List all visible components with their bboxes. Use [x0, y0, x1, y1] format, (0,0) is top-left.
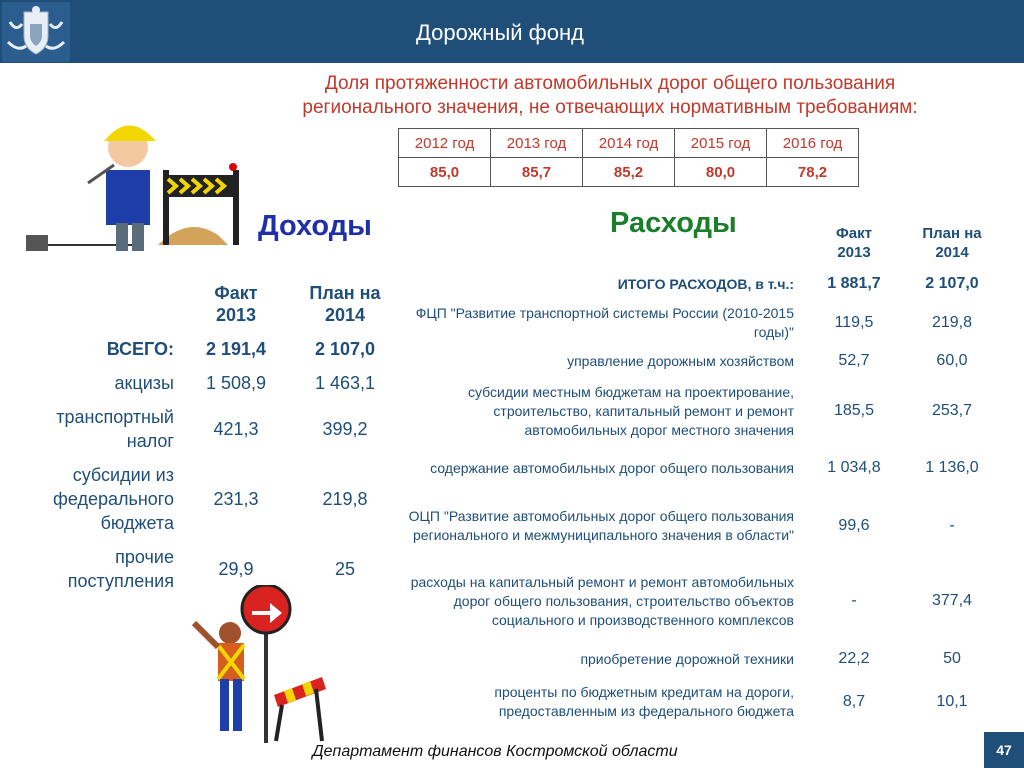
income-plan-header: [290, 282, 400, 326]
expense-row-plan: 1 136,0: [925, 459, 979, 476]
income-row-label: ВСЕГО:: [106, 339, 174, 359]
expense-row-plan: -: [949, 517, 955, 534]
income-fact-header-line: 2013: [215, 305, 257, 325]
year-cell: 2014 год: [583, 129, 675, 158]
expense-row-fact: 119,5: [834, 314, 874, 331]
expense-row-fact: 8,7: [842, 693, 866, 710]
expense-row-plan: 377,4: [931, 592, 973, 609]
income-row-plan: 219,8: [322, 488, 368, 509]
expense-row-label: ОЦП "Развитие автомобильных дорог общего пользования регионального и межмуниципального значения в области": [408, 508, 794, 543]
expense-row-plan: 50: [943, 650, 961, 667]
expenses-fact-header-line: 2013: [837, 244, 871, 261]
expense-row-fact: 22,2: [838, 650, 870, 667]
income-row-plan: 399,2: [322, 418, 368, 439]
income-row-fact: 421,3: [213, 418, 259, 439]
years-header-row: [399, 129, 859, 158]
expense-row-fact: 52,7: [838, 352, 870, 369]
income-row-fact: 231,3: [213, 488, 259, 509]
year-value-cell: 85,2: [583, 158, 675, 187]
expenses-plan-header-line: План на: [922, 225, 982, 242]
income-row-label: прочие поступления: [67, 547, 174, 591]
page-title: Дорожный фонд: [415, 20, 584, 45]
expense-row-plan: 253,7: [931, 402, 973, 419]
year-cell: 2016 год: [767, 129, 859, 158]
footer-text: Департамент финансов Костромской области: [312, 743, 678, 760]
expense-row-plan: 219,8: [931, 314, 973, 331]
traffic-worker-clipart: [182, 585, 332, 745]
expenses-plan-header-line: 2014: [935, 244, 969, 261]
income-row-fact: 2 191,4: [205, 338, 267, 359]
income-plan-header-line: 2014: [324, 305, 366, 325]
expense-row-label: проценты по бюджетным кредитам на дороги, предоставленным из федерального бюджета: [494, 684, 794, 719]
page-number: 47: [984, 732, 1024, 768]
expenses-fact-header: [812, 224, 896, 262]
year-cell: 2012 год: [399, 129, 491, 158]
expense-row-fact: 1 881,7: [827, 275, 881, 292]
income-plan-header-line: План на: [309, 283, 381, 303]
expense-row-label: управление дорожным хозяйством: [567, 352, 794, 369]
expense-row-plan: 2 107,0: [925, 275, 979, 292]
income-fact-header: [186, 282, 286, 326]
subtitle: [250, 72, 970, 120]
expense-row-fact: 99,6: [838, 517, 870, 534]
years-table: [398, 128, 859, 187]
expense-row-label: расходы на капитальный ремонт и ремонт автомобильных дорог общего пользования, строительство объектов социального и производственного комплексов: [410, 573, 794, 628]
expense-row-fact: 1 034,8: [827, 459, 881, 476]
income-row-label: акцизы: [114, 373, 174, 393]
expenses-fact-header-line: Факт: [836, 225, 872, 242]
year-value-cell: 80,0: [675, 158, 767, 187]
income-title: Доходы: [258, 210, 372, 242]
income-row-plan: 2 107,0: [314, 338, 376, 359]
year-cell: 2013 год: [491, 129, 583, 158]
expense-row-label: ИТОГО РАСХОДОВ, в т.ч.:: [617, 275, 794, 292]
expense-row-label: приобретение дорожной техники: [580, 650, 794, 667]
expenses-title: Расходы: [610, 207, 737, 239]
income-fact-header-line: Факт: [214, 283, 258, 303]
year-cell: 2015 год: [675, 129, 767, 158]
expense-row-plan: 10,1: [936, 693, 968, 710]
expense-row-label: содержание автомобильных дорог общего пользования: [430, 459, 794, 476]
year-value-cell: 78,2: [767, 158, 859, 187]
expense-row-fact: -: [851, 592, 857, 609]
year-value-cell: 85,0: [399, 158, 491, 187]
income-row-fact: 29,9: [218, 558, 254, 579]
income-row-label: субсидии из федерального бюджета: [53, 465, 174, 533]
income-row-plan: 1 463,1: [314, 372, 376, 393]
subtitle-line-2: регионального значения, не отвечающих нормативным требованиям:: [302, 97, 918, 118]
income-row-fact: 1 508,9: [205, 372, 267, 393]
expense-row-label: субсидии местным бюджетам на проектирование, строительство, капитальный ремонт и ремонт автомобильных дорог местного значения: [467, 383, 794, 438]
year-value-cell: 85,7: [491, 158, 583, 187]
expense-row-label: ФЦП "Развитие транспортной системы России (2010-2015 годы)": [415, 305, 794, 340]
years-values-row: [399, 158, 859, 187]
expense-row-plan: 60,0: [936, 352, 968, 369]
income-row-plan: 25: [334, 558, 356, 579]
expense-row-fact: 185,5: [833, 402, 875, 419]
header-bar: [0, 0, 1024, 63]
expenses-plan-header: [902, 224, 1002, 262]
income-row-label: транспортный налог: [56, 407, 174, 451]
subtitle-line-1: Доля протяженности автомобильных дорог общего пользования: [324, 73, 896, 94]
road-worker-clipart: [18, 105, 248, 260]
